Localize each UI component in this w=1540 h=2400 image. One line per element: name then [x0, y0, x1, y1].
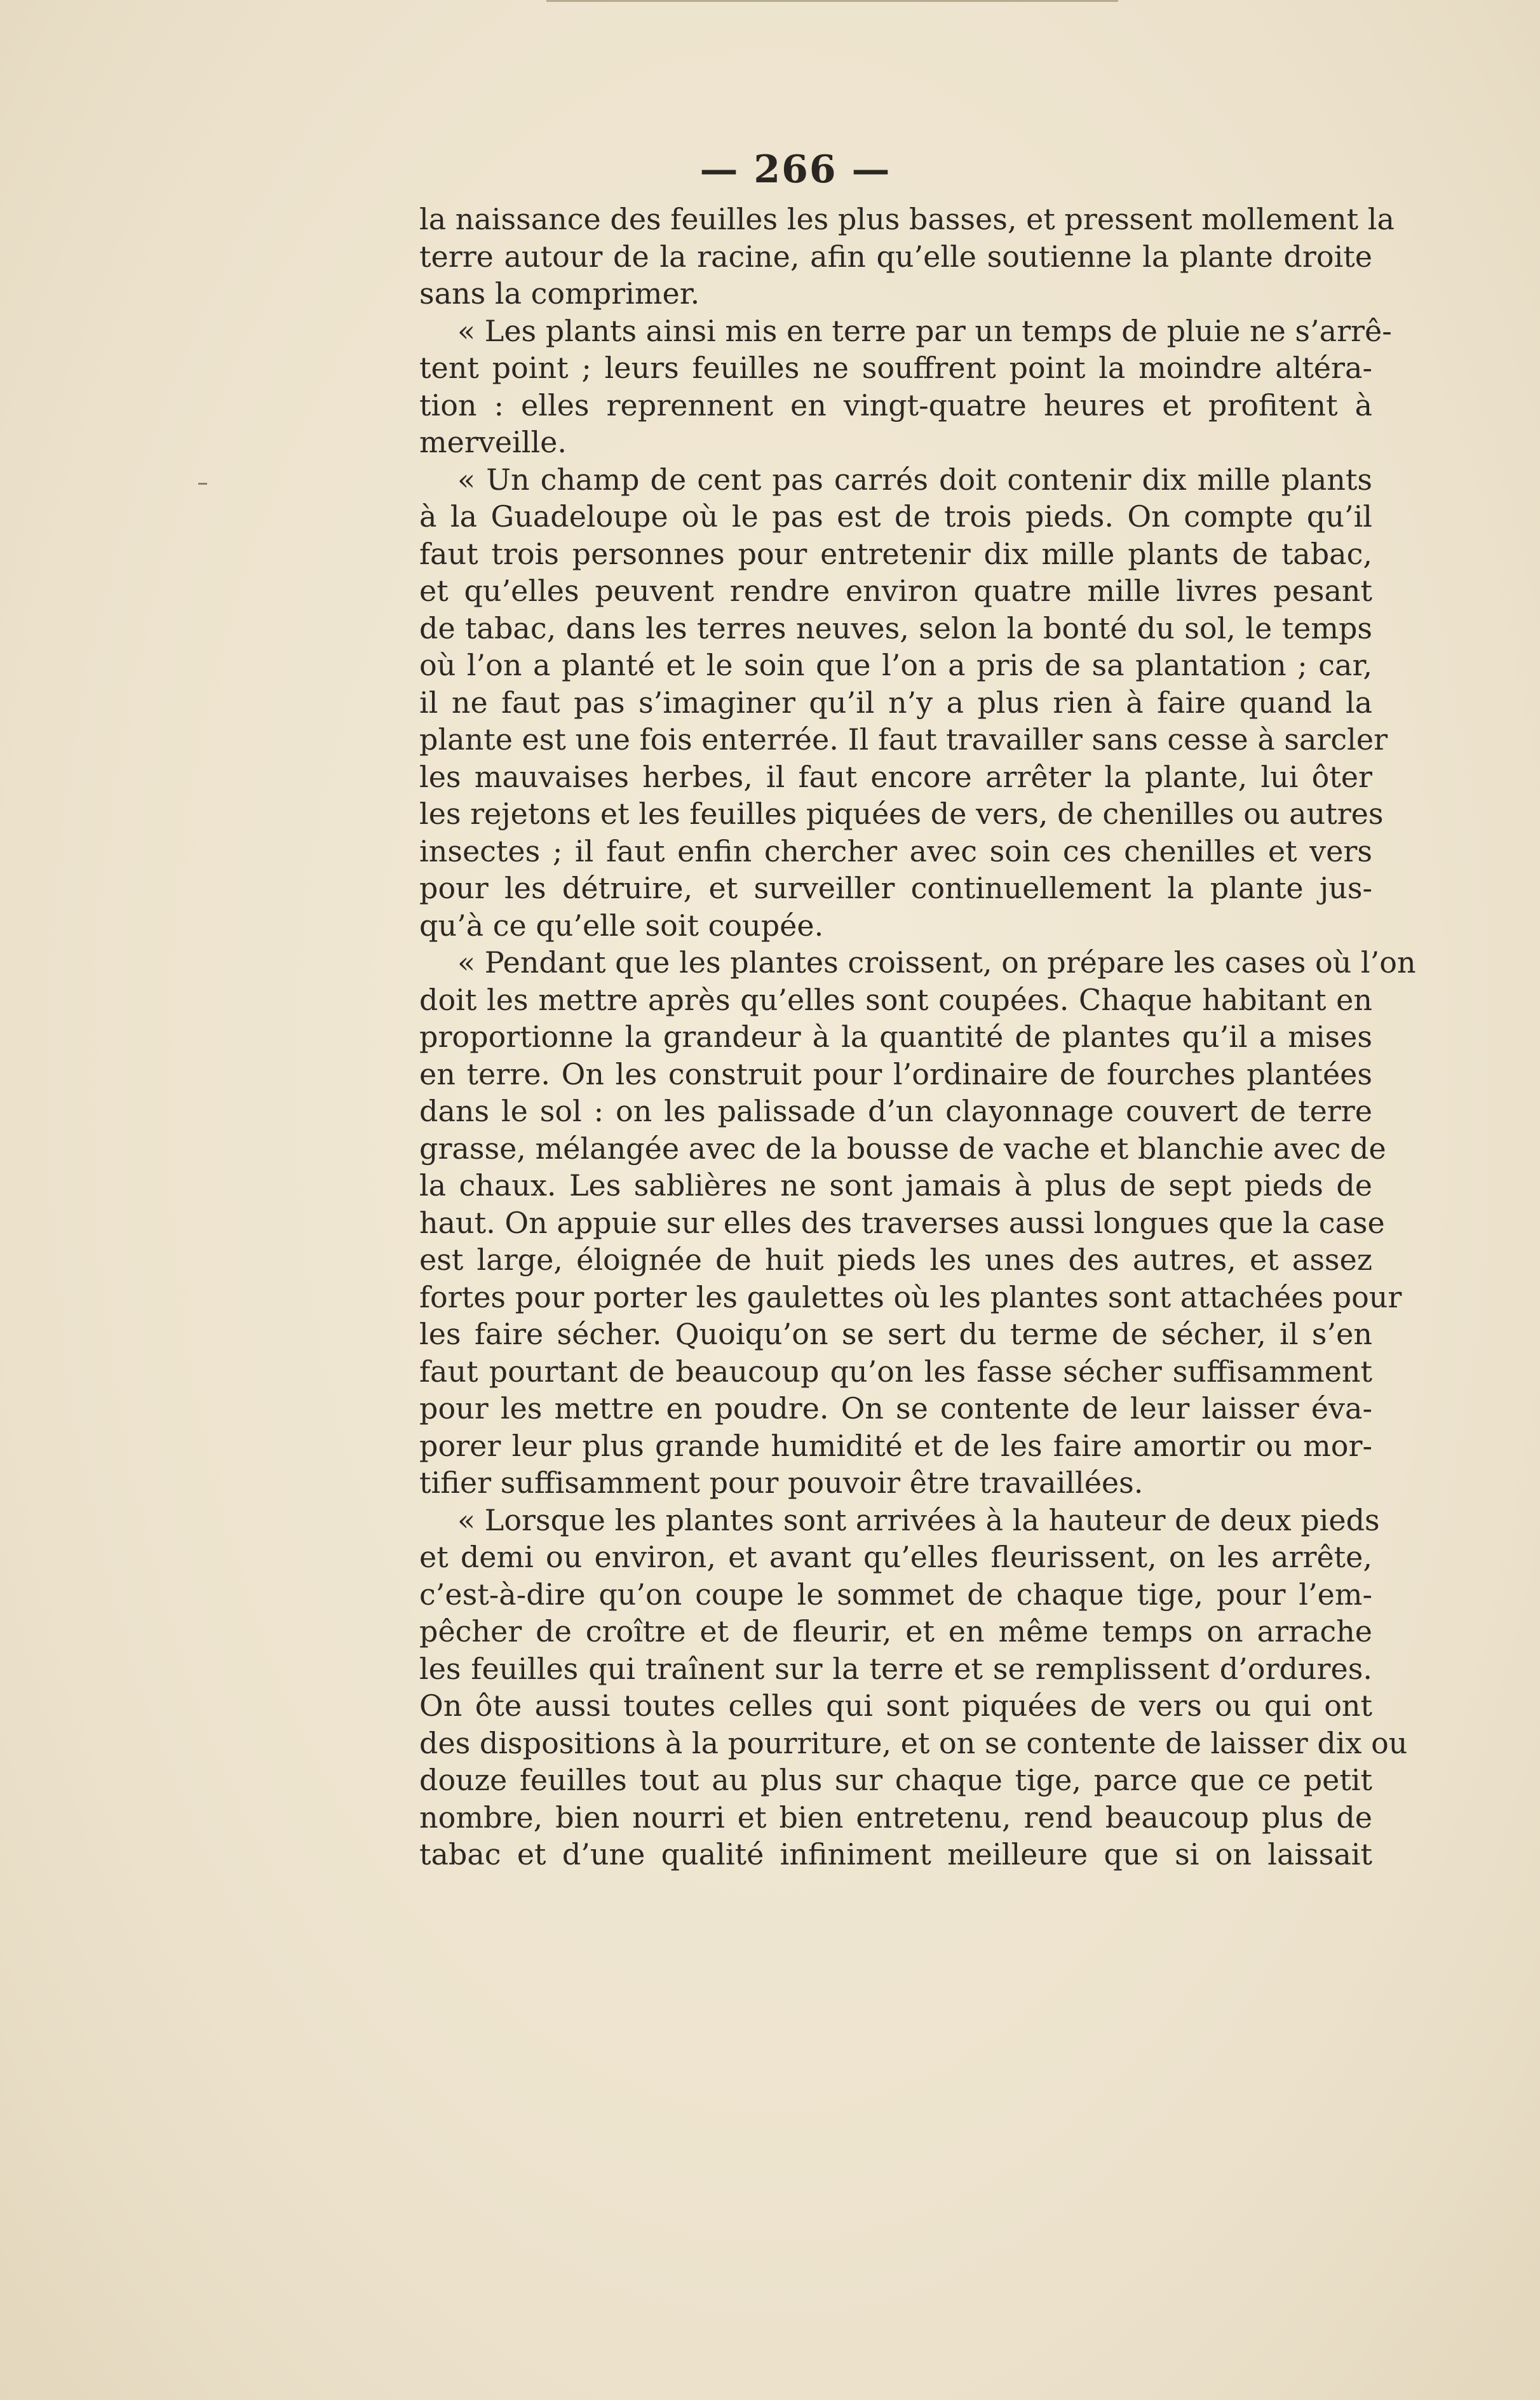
text-line: pour les détruire, et surveiller continuellement la plante jus- [419, 871, 1372, 905]
text-line: plante est une fois enterrée. Il faut travailler sans cesse à sarcler [419, 722, 1388, 757]
text-line: doit les mettre après qu’elles sont coupées. Chaque habitant en [419, 982, 1372, 1017]
text-line: porer leur plus grande humidité et de les faire amortir ou mor- [419, 1428, 1372, 1463]
text-line: tifier suffisamment pour pouvoir être travaillées. [419, 1466, 1144, 1500]
text-line: « Un champ de cent pas carrés doit contenir dix mille plants [457, 462, 1372, 497]
text-line: « Les plants ainsi mis en terre par un temps de pluie ne s’arrê- [457, 313, 1392, 348]
text-line: les mauvaises herbes, il faut encore arrêter la plante, lui ôter [419, 759, 1372, 794]
text-line: tion : elles reprennent en vingt-quatre heures et profitent à [419, 388, 1372, 422]
text-line: à la Guadeloupe où le pas est de trois pieds. On compte qu’il [419, 499, 1372, 534]
text-line: en terre. On les construit pour l’ordinaire de fourches plantées [419, 1056, 1372, 1091]
text-line: fortes pour porter les gaulettes où les plantes sont attachées pour [419, 1279, 1402, 1314]
text-line: qu’à ce qu’elle soit coupée. [419, 908, 824, 943]
top-edge-rule [546, 0, 1118, 2]
text-line: tabac et d’une qualité infiniment meilleure que si on laissait [419, 1837, 1372, 1871]
text-line: nombre, bien nourri et bien entretenu, rend beaucoup plus de [419, 1800, 1372, 1835]
text-line: pêcher de croître et de fleurir, et en même temps on arrache [419, 1614, 1372, 1648]
text-line: douze feuilles tout au plus sur chaque tige, parce que ce petit [419, 1763, 1372, 1797]
text-line: faut trois personnes pour entretenir dix mille plants de tabac, [419, 536, 1372, 571]
text-line: les faire sécher. Quoiqu’on se sert du terme de sécher, il s’en [419, 1317, 1372, 1351]
text-line: tent point ; leurs feuilles ne souffrent point la moindre altéra- [419, 351, 1372, 385]
text-line: insectes ; il faut enfin chercher avec soin ces chenilles et vers [419, 833, 1372, 868]
text-line: pour les mettre en poudre. On se contente de leur laisser éva- [419, 1391, 1372, 1426]
text-line: c’est-à-dire qu’on coupe le sommet de chaque tige, pour l’em- [419, 1577, 1372, 1612]
text-line: « Lorsque les plantes sont arrivées à la hauteur de deux pieds [457, 1502, 1380, 1537]
body-text [419, 201, 1416, 1873]
text-line: des dispositions à la pourriture, et on se contente de laisser dix ou [419, 1725, 1408, 1760]
text-line: On ôte aussi toutes celles qui sont piquées de vers ou qui ont [419, 1689, 1372, 1723]
text-line: de tabac, dans les terres neuves, selon la bonté du sol, le temps [419, 610, 1372, 645]
text-line: haut. On appuie sur elles des traverses aussi longues que la case [419, 1205, 1385, 1240]
text-line: les rejetons et les feuilles piquées de vers, de chenilles ou autres [419, 797, 1384, 831]
text-line: la naissance des feuilles les plus basses, et pressent mollement la [419, 202, 1395, 236]
text-line: où l’on a planté et le soin que l’on a pris de sa plantation ; car, [419, 648, 1372, 682]
text-line: grasse, mélangée avec de la bousse de vache et blanchie avec de [419, 1131, 1386, 1166]
text-line: les feuilles qui traînent sur la terre et se remplissent d’ordures. [419, 1651, 1372, 1686]
margin-mark [198, 483, 207, 485]
text-line: proportionne la grandeur à la quantité de plantes qu’il a mises [419, 1020, 1372, 1054]
text-line: « Pendant que les plantes croissent, on prépare les cases où l’on [457, 945, 1416, 980]
text-line: sans la comprimer. [419, 276, 700, 311]
text-line: est large, éloignée de huit pieds les unes des autres, et assez [419, 1243, 1372, 1277]
text-line: merveille. [419, 425, 567, 459]
text-line: et qu’elles peuvent rendre environ quatre mille livres pesant [419, 574, 1372, 608]
text-line: la chaux. Les sablières ne sont jamais à plus de sept pieds de [419, 1168, 1372, 1203]
text-line: faut pourtant de beaucoup qu’on les fasse sécher suffisamment [419, 1354, 1372, 1389]
text-line: dans le sol : on les palissade d’un clayonnage couvert de terre [419, 1094, 1372, 1128]
text-line: et demi ou environ, et avant qu’elles fleurissent, on les arrête, [419, 1540, 1372, 1574]
text-line: terre autour de la racine, afin qu’elle soutienne la plante droite [419, 239, 1372, 274]
text-line: il ne faut pas s’imaginer qu’il n’y a plus rien à faire quand la [419, 685, 1372, 720]
page-number: — 266 — [699, 147, 891, 192]
